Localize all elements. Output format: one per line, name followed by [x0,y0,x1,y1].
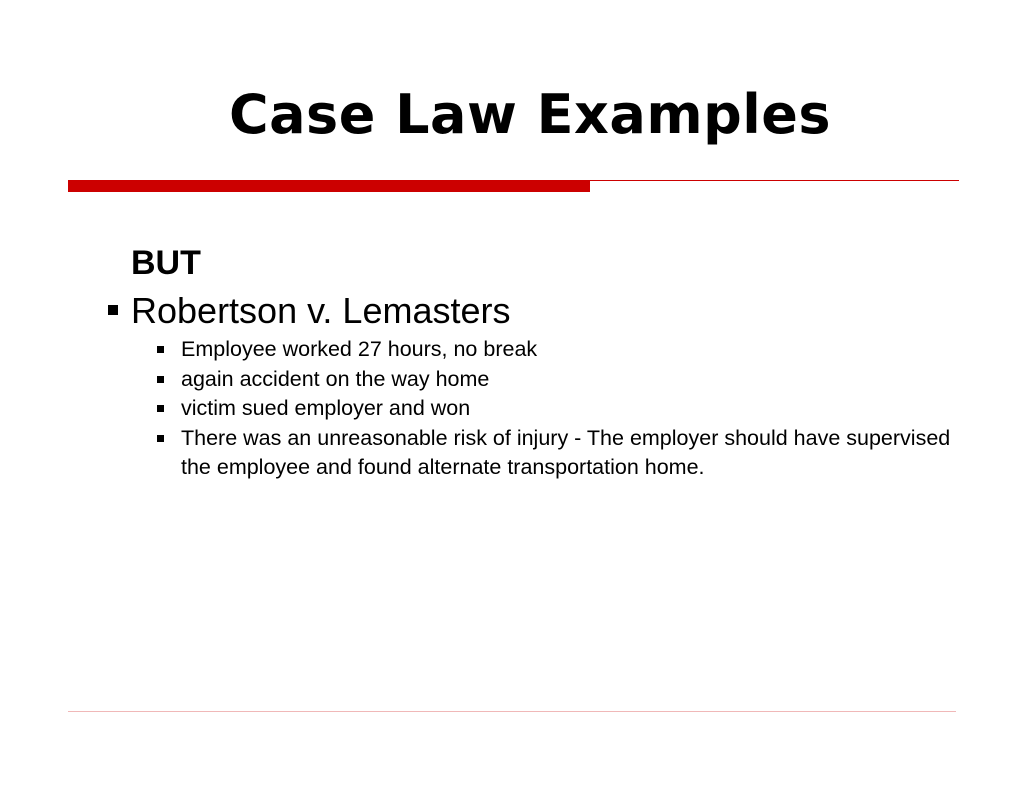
slide-title: Case Law Examples [228,83,832,146]
case-details-list [157,335,957,483]
title-underline-thick [68,180,590,192]
square-bullet-icon [157,435,164,442]
list-item [157,335,957,365]
detail-text: Employee worked 27 hours, no break [181,337,538,361]
square-bullet-icon [157,405,164,412]
detail-text: There was an unreasonable risk of injury - The employer should have supervised the employee and found alternate transportation home. [181,425,951,479]
list-item [157,394,957,424]
detail-text: victim sued employer and won [181,396,471,420]
footer-divider [68,711,956,712]
square-bullet-icon [157,376,164,383]
list-item [157,365,957,395]
case-bullet-item [108,290,511,332]
square-bullet-icon [108,305,118,315]
case-name: Robertson v. Lemasters [131,290,511,331]
title-underline-thin [590,180,959,181]
square-bullet-icon [157,346,164,353]
intro-text: BUT [131,244,201,282]
detail-text: again accident on the way home [181,366,490,391]
list-item [157,424,957,483]
